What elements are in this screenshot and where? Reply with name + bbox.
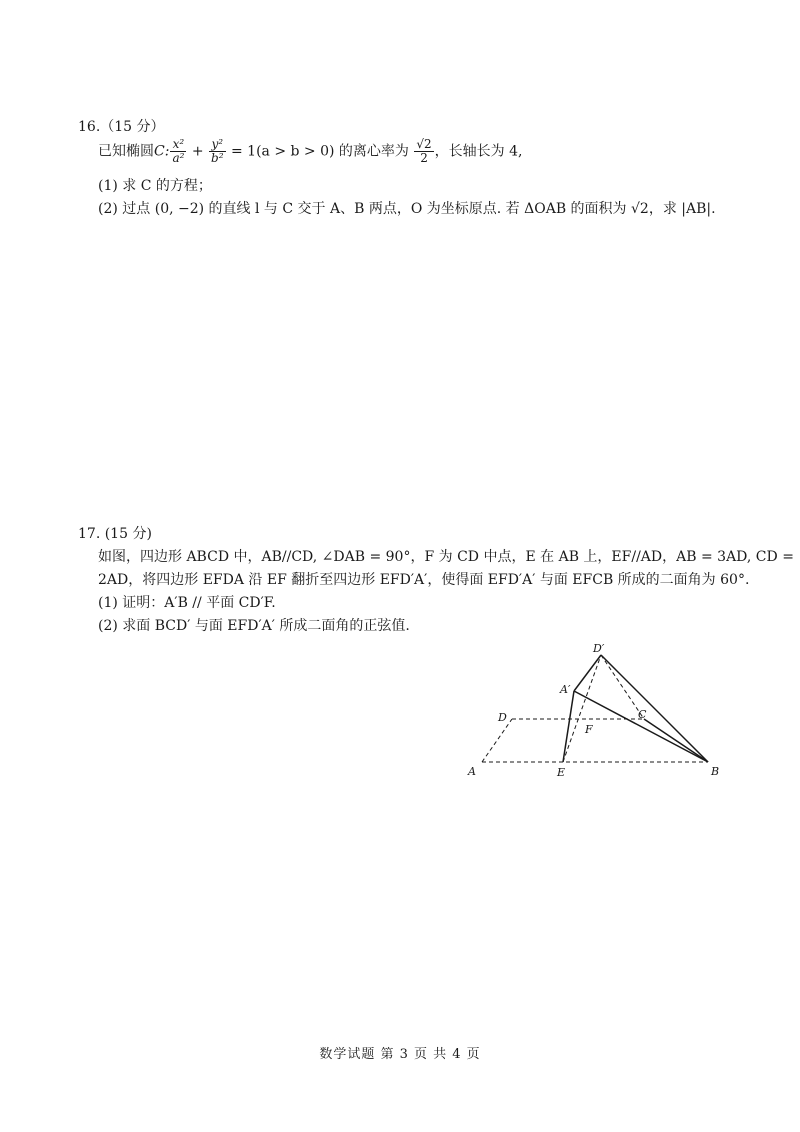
edge-EA-prime: [563, 691, 574, 762]
edge-CB: [644, 719, 708, 762]
label-D: D: [498, 711, 507, 724]
q17-line2: 2AD，将四边形 EFDA 沿 EF 翻折至四边形 EFD′A′，使得面 EFD′A′ 与面 EFCB 所成的二面角为 60°.: [98, 572, 750, 588]
q16-frac-y-num: y²: [209, 138, 226, 152]
label-C: C: [638, 708, 647, 721]
q16-frac-x: [170, 138, 186, 165]
label-A: A: [468, 765, 476, 778]
q16-plus: +: [187, 143, 209, 160]
q17-header: 17. (15 分): [78, 526, 152, 542]
edge-ED-prime: [563, 655, 601, 762]
q16-frac-ecc-num: √2: [416, 137, 432, 151]
q16-frac-x-den: a²: [172, 151, 185, 165]
label-B: B: [711, 765, 720, 778]
label-E: E: [557, 766, 566, 779]
q16-part1: (1) 求 C 的方程；: [98, 178, 212, 194]
label-F: F: [585, 723, 593, 736]
q16-frac-ecc-den: 2: [420, 151, 428, 165]
q16-frac-y: [209, 138, 226, 165]
q16-stem: [98, 138, 522, 165]
q17-part2: (2) 求面 BCD′ 与面 EFD′A′ 所成二面角的正弦值.: [98, 618, 410, 634]
q16-frac-ecc: [414, 138, 433, 165]
edge-A-prime-B: [574, 691, 708, 762]
q16-frac-x-num: x²: [170, 138, 186, 152]
q16-part2: (2) 过点 (0, −2) 的直线 l 与 C 交于 A、B 两点，O 为坐标原点. 若 ΔOAB 的面积为 √2，求 |AB|.: [98, 201, 716, 217]
q16-stem-lead: 已知椭圆: [98, 143, 154, 160]
page-footer: 数学试题 第 3 页 共 4 页: [319, 1047, 481, 1062]
q16-stem-tail: ，长轴长为 4,: [434, 143, 523, 160]
folding-figure: [460, 640, 740, 785]
q16-eq-cond: = 1(a > b > 0) 的离心率为: [226, 143, 414, 160]
edge-AD: [482, 719, 512, 762]
label-A-prime: A′: [560, 683, 571, 696]
q16-header: 16.（15 分）: [78, 119, 165, 135]
q17-part1: (1) 证明：A′B // 平面 CD′F.: [98, 595, 276, 611]
q17-line1: 如图，四边形 ABCD 中，AB//CD, ∠DAB = 90°，F 为 CD 中点，E 在 AB 上，EF//AD，AB = 3AD, CD =: [98, 549, 794, 565]
q16-frac-y-den: b²: [211, 151, 224, 165]
edge-D-prime-B: [601, 655, 708, 762]
edge-A-prime-D-prime: [574, 655, 601, 691]
label-D-prime: D′: [593, 642, 605, 655]
q16-c-colon: C:: [154, 143, 170, 160]
